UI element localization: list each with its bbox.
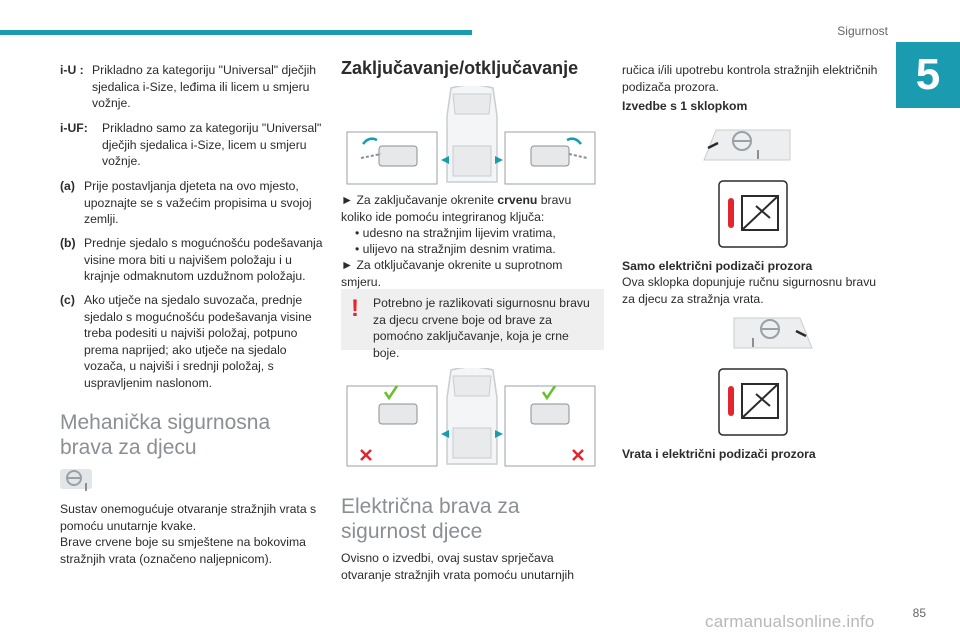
top-accent-bar [0, 30, 472, 35]
footnote-term: (c) [60, 293, 75, 307]
footnote-text: Prije postavljanja djeteta na ovo mjesto, upoznajte se s važećim propisima u svojoj zemlji. [84, 179, 312, 226]
footnote-term: (b) [60, 236, 76, 250]
child-lock-switch-button [718, 180, 788, 248]
doors-windows-switch-button [718, 368, 788, 436]
electric-lock-description: Ovisno o izvedbi, ovaj sustav sprječava otvaranje stražnjih vrata pomoću unutarnjih [341, 551, 575, 582]
windows-only-label: Samo električni podizači prozora [622, 259, 813, 273]
electric-lock-continued: ručica i/ili upotrebu kontrola stražnjih električnih podizača prozora. [622, 63, 878, 94]
definition-iu [60, 62, 325, 112]
footnote-text: Ako utječe na sjedalo suvozača, prednje sjedalo s mogućnošću podešavanja visine treba podesiti u najviši položaj, potpuno prema naprijed; ako utječe na sjedalo vozača, u najviši i srednji položaj, s uspravljenim naslonom. [84, 293, 312, 390]
footnote-a [60, 178, 325, 228]
rear-door-panel-icon [732, 312, 814, 352]
bullet-left-door: • ulijevo na stražnjim desnim vratima. [355, 242, 556, 256]
bullet-dot: • [355, 226, 360, 240]
bullet-dot: • [355, 242, 360, 256]
front-door-panel-icon [702, 124, 796, 164]
doors-windows-label: Vrata i električni podizači prozora [622, 447, 816, 461]
chapter-number-tab: 5 [896, 42, 960, 108]
definition-text: Prikladno samo za kategoriju "Universal" dječjih sjedalica i-Size, licem u smjeru vožnje. [102, 121, 322, 168]
unlock-instruction: ► Za otključavanje okrenite u suprotnom smjeru. [341, 258, 563, 289]
lock-unlock-heading: Zaključavanje/otključavanje [341, 58, 579, 78]
footnote-text: Prednje sjedalo s mogućnošću podešavanja visine mora biti u najvišem položaju i u krajnje odmaknutom uzdužnom položaju. [84, 236, 323, 283]
footnote-c [60, 292, 325, 391]
mechanical-lock-heading: Mehanička sigurnosna brava za djecu [60, 411, 271, 459]
child-lock-diagram [341, 86, 603, 186]
electric-lock-heading: Električna brava za sigurnost djece [341, 495, 520, 543]
section-title: Sigurnost [837, 24, 888, 38]
warning-icon: ! [351, 295, 359, 322]
door-handle-icon [60, 466, 92, 494]
definition-term: i-UF: [60, 121, 88, 135]
bullet-right-door: • udesno na stražnjim lijevim vratima, [355, 226, 556, 240]
footnote-term: (a) [60, 179, 75, 193]
footnote-b [60, 235, 325, 285]
single-switch-heading: Izvedbe s 1 sklopkom [622, 99, 748, 113]
child-lock-unlock-diagram [341, 368, 603, 468]
mechanical-lock-location: Brave crvene boje su smještene na bokovima stražnjih vrata (označeno naljepnicom). [60, 535, 306, 566]
step-arrow-icon: ► [341, 193, 354, 207]
page-number: 85 [912, 606, 926, 620]
mechanical-lock-description: Sustav onemogućuje otvaranje stražnjih vrata s pomoću unutarnje kvake. [60, 502, 317, 533]
windows-only-description: Ova sklopka dopunjuje ručnu sigurnosnu bravu za djecu za stražnja vrata. [622, 275, 877, 306]
warning-text: Potrebno je razlikovati sigurnosnu bravu za djecu crvene boje od brave za pomoćno zaključavanje, koja je crne boje. [373, 296, 590, 360]
step-arrow-icon: ► [341, 258, 354, 272]
definition-text: Prikladno za kategoriju "Universal" dječjih sjedalica i-Size, leđima ili licem u smjeru vožnje. [92, 63, 317, 110]
definition-term: i-U : [60, 63, 84, 77]
red-emphasis: crvenu [497, 193, 538, 207]
watermark: carmanualsonline.info [705, 612, 875, 631]
warning-box [341, 289, 604, 360]
lock-instruction: ► Za zaključavanje okrenite crvenu bravu koliko ide pomoću integriranog ključa: [341, 193, 572, 224]
definition-iuf [60, 120, 325, 170]
